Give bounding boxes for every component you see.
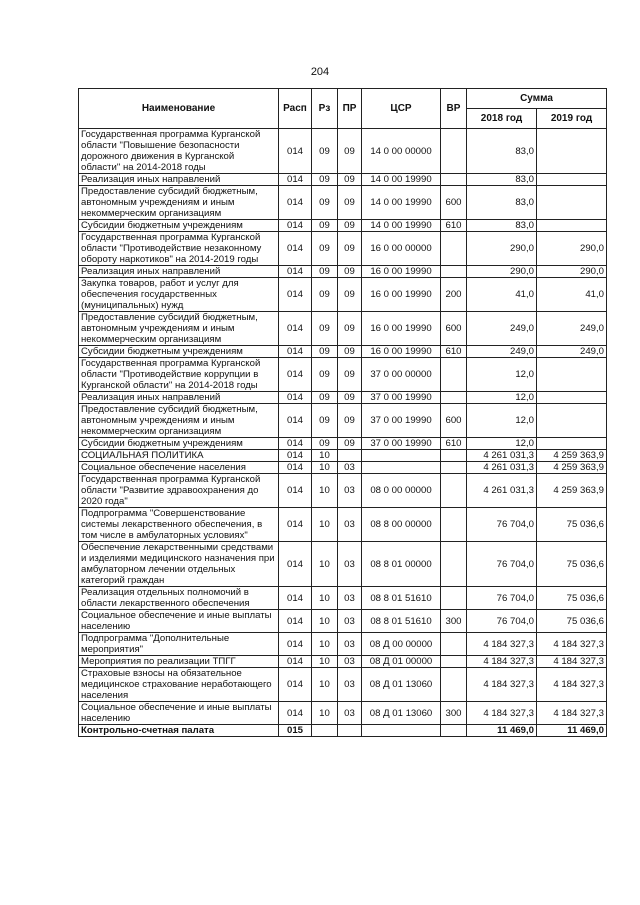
cell-pr: 03 bbox=[338, 508, 362, 542]
cell-y2018: 4 184 327,3 bbox=[467, 668, 537, 702]
cell-rasp: 014 bbox=[279, 462, 312, 474]
cell-y2018: 76 704,0 bbox=[467, 508, 537, 542]
cell-y2019: 11 469,0 bbox=[537, 725, 607, 737]
cell-rasp: 015 bbox=[279, 725, 312, 737]
table-row bbox=[79, 438, 607, 450]
cell-vr bbox=[441, 725, 467, 737]
table-row bbox=[79, 450, 607, 462]
cell-csr: 37 0 00 19990 bbox=[362, 404, 441, 438]
cell-vr bbox=[441, 587, 467, 610]
cell-rz: 09 bbox=[312, 266, 338, 278]
cell-y2019 bbox=[537, 174, 607, 186]
cell-y2018: 76 704,0 bbox=[467, 610, 537, 633]
cell-vr: 610 bbox=[441, 438, 467, 450]
cell-pr: 03 bbox=[338, 656, 362, 668]
table-row bbox=[79, 220, 607, 232]
cell-y2018: 4 184 327,3 bbox=[467, 656, 537, 668]
cell-csr: 37 0 00 00000 bbox=[362, 358, 441, 392]
cell-pr: 09 bbox=[338, 232, 362, 266]
cell-vr bbox=[441, 232, 467, 266]
table-row bbox=[79, 232, 607, 266]
cell-y2019: 41,0 bbox=[537, 278, 607, 312]
cell-rz: 10 bbox=[312, 633, 338, 656]
cell-rz: 10 bbox=[312, 702, 338, 725]
cell-rasp: 014 bbox=[279, 174, 312, 186]
cell-y2019 bbox=[537, 129, 607, 174]
table-row bbox=[79, 174, 607, 186]
cell-name: Закупка товаров, работ и услуг для обеспечения государственных (муниципальных) нужд bbox=[79, 278, 279, 312]
cell-name: Предоставление субсидий бюджетным, автономным учреждениям и иным некоммерческим организациям bbox=[79, 404, 279, 438]
cell-y2018: 11 469,0 bbox=[467, 725, 537, 737]
cell-csr: 08 Д 01 00000 bbox=[362, 656, 441, 668]
cell-name: Реализация иных направлений bbox=[79, 174, 279, 186]
cell-y2018: 76 704,0 bbox=[467, 587, 537, 610]
cell-y2019: 4 184 327,3 bbox=[537, 656, 607, 668]
cell-csr: 08 8 01 51610 bbox=[362, 610, 441, 633]
cell-rz: 09 bbox=[312, 346, 338, 358]
cell-rz: 09 bbox=[312, 232, 338, 266]
cell-y2019 bbox=[537, 358, 607, 392]
cell-vr bbox=[441, 656, 467, 668]
cell-csr: 16 0 00 19990 bbox=[362, 346, 441, 358]
cell-pr: 09 bbox=[338, 220, 362, 232]
cell-rasp: 014 bbox=[279, 129, 312, 174]
header-rasp: Расп bbox=[279, 89, 312, 129]
cell-y2018: 249,0 bbox=[467, 312, 537, 346]
cell-y2018: 41,0 bbox=[467, 278, 537, 312]
cell-y2018: 4 184 327,3 bbox=[467, 702, 537, 725]
cell-y2019 bbox=[537, 220, 607, 232]
cell-pr: 03 bbox=[338, 474, 362, 508]
cell-y2018: 4 261 031,3 bbox=[467, 462, 537, 474]
cell-y2018: 249,0 bbox=[467, 346, 537, 358]
cell-y2019: 4 259 363,9 bbox=[537, 474, 607, 508]
cell-csr bbox=[362, 725, 441, 737]
cell-rz: 10 bbox=[312, 542, 338, 587]
cell-rasp: 014 bbox=[279, 186, 312, 220]
table-row bbox=[79, 266, 607, 278]
header-vr: ВР bbox=[441, 89, 467, 129]
table-row bbox=[79, 358, 607, 392]
header-name: Наименование bbox=[79, 89, 279, 129]
table-row bbox=[79, 587, 607, 610]
cell-y2019: 4 184 327,3 bbox=[537, 668, 607, 702]
cell-name: Подпрограмма "Совершенствование системы лекарственного обеспечения, в том числе в амбулаторных условиях" bbox=[79, 508, 279, 542]
cell-rasp: 014 bbox=[279, 450, 312, 462]
cell-csr: 37 0 00 19990 bbox=[362, 438, 441, 450]
cell-pr: 03 bbox=[338, 462, 362, 474]
cell-rasp: 014 bbox=[279, 278, 312, 312]
cell-name: Социальное обеспечение и иные выплаты населению bbox=[79, 610, 279, 633]
cell-name: Государственная программа Курганской области "Противодействие незаконному обороту наркотиков" на 2014-2019 годы bbox=[79, 232, 279, 266]
cell-rz: 09 bbox=[312, 358, 338, 392]
cell-name: Подпрограмма "Дополнительные мероприятия" bbox=[79, 633, 279, 656]
cell-pr: 09 bbox=[338, 438, 362, 450]
table-row bbox=[79, 610, 607, 633]
cell-vr: 600 bbox=[441, 312, 467, 346]
cell-name: Обеспечение лекарственными средствами и изделиями медицинского назначения при амбулаторном лечении отдельных категорий граждан bbox=[79, 542, 279, 587]
cell-rz: 09 bbox=[312, 404, 338, 438]
cell-csr: 08 Д 00 00000 bbox=[362, 633, 441, 656]
cell-rz: 10 bbox=[312, 508, 338, 542]
table-row bbox=[79, 542, 607, 587]
cell-vr bbox=[441, 450, 467, 462]
cell-y2018: 83,0 bbox=[467, 129, 537, 174]
cell-vr: 200 bbox=[441, 278, 467, 312]
cell-rasp: 014 bbox=[279, 542, 312, 587]
cell-csr: 16 0 00 19990 bbox=[362, 278, 441, 312]
cell-vr bbox=[441, 462, 467, 474]
cell-name: Субсидии бюджетным учреждениям bbox=[79, 438, 279, 450]
cell-rasp: 014 bbox=[279, 668, 312, 702]
cell-pr: 03 bbox=[338, 633, 362, 656]
cell-vr bbox=[441, 358, 467, 392]
cell-csr: 14 0 00 00000 bbox=[362, 129, 441, 174]
cell-rz: 10 bbox=[312, 668, 338, 702]
cell-vr bbox=[441, 392, 467, 404]
cell-name: Контрольно-счетная палата bbox=[79, 725, 279, 737]
cell-rz: 10 bbox=[312, 587, 338, 610]
cell-name: Государственная программа Курганской области "Противодействие коррупции в Курганской области" на 2014-2018 годы bbox=[79, 358, 279, 392]
table-row bbox=[79, 668, 607, 702]
cell-pr: 09 bbox=[338, 312, 362, 346]
cell-y2019: 4 259 363,9 bbox=[537, 450, 607, 462]
cell-name: Государственная программа Курганской области "Повышение безопасности дорожного движения в Курганской области" на 2014-2018 годы bbox=[79, 129, 279, 174]
cell-rasp: 014 bbox=[279, 346, 312, 358]
cell-y2019 bbox=[537, 392, 607, 404]
cell-pr: 09 bbox=[338, 174, 362, 186]
cell-vr bbox=[441, 633, 467, 656]
cell-csr: 08 0 00 00000 bbox=[362, 474, 441, 508]
cell-vr bbox=[441, 508, 467, 542]
table-row bbox=[79, 346, 607, 358]
cell-y2018: 83,0 bbox=[467, 174, 537, 186]
cell-rz bbox=[312, 725, 338, 737]
table-row bbox=[79, 129, 607, 174]
table-row bbox=[79, 656, 607, 668]
cell-pr: 03 bbox=[338, 610, 362, 633]
header-rz: Рз bbox=[312, 89, 338, 129]
cell-name: Реализация отдельных полномочий в области лекарственного обеспечения bbox=[79, 587, 279, 610]
header-2019: 2019 год bbox=[537, 109, 607, 129]
table-row bbox=[79, 278, 607, 312]
cell-vr bbox=[441, 474, 467, 508]
cell-csr: 08 8 01 51610 bbox=[362, 587, 441, 610]
cell-csr: 14 0 00 19990 bbox=[362, 220, 441, 232]
cell-rz: 09 bbox=[312, 392, 338, 404]
cell-y2018: 290,0 bbox=[467, 266, 537, 278]
cell-csr bbox=[362, 450, 441, 462]
cell-rz: 10 bbox=[312, 610, 338, 633]
cell-rasp: 014 bbox=[279, 392, 312, 404]
cell-y2019: 4 184 327,3 bbox=[537, 633, 607, 656]
cell-name: Государственная программа Курганской области "Развитие здравоохранения до 2020 года" bbox=[79, 474, 279, 508]
cell-rz: 09 bbox=[312, 174, 338, 186]
cell-vr bbox=[441, 266, 467, 278]
cell-csr: 08 Д 01 13060 bbox=[362, 702, 441, 725]
cell-pr: 09 bbox=[338, 346, 362, 358]
table-row bbox=[79, 725, 607, 737]
cell-rz: 09 bbox=[312, 129, 338, 174]
cell-rasp: 014 bbox=[279, 232, 312, 266]
cell-y2018: 4 261 031,3 bbox=[467, 474, 537, 508]
cell-pr: 09 bbox=[338, 129, 362, 174]
cell-name: Страховые взносы на обязательное медицинское страхование неработающего населения bbox=[79, 668, 279, 702]
cell-y2018: 12,0 bbox=[467, 392, 537, 404]
cell-pr: 03 bbox=[338, 587, 362, 610]
cell-pr: 09 bbox=[338, 186, 362, 220]
cell-rz: 10 bbox=[312, 656, 338, 668]
cell-y2019: 290,0 bbox=[537, 266, 607, 278]
cell-pr: 09 bbox=[338, 358, 362, 392]
cell-vr: 600 bbox=[441, 186, 467, 220]
cell-csr: 16 0 00 00000 bbox=[362, 232, 441, 266]
cell-rasp: 014 bbox=[279, 358, 312, 392]
cell-rz: 09 bbox=[312, 438, 338, 450]
cell-pr: 09 bbox=[338, 392, 362, 404]
cell-rasp: 014 bbox=[279, 587, 312, 610]
cell-csr: 08 8 01 00000 bbox=[362, 542, 441, 587]
cell-name: Субсидии бюджетным учреждениям bbox=[79, 220, 279, 232]
cell-vr: 600 bbox=[441, 404, 467, 438]
cell-rz: 10 bbox=[312, 474, 338, 508]
header-2018: 2018 год bbox=[467, 109, 537, 129]
cell-vr: 300 bbox=[441, 702, 467, 725]
cell-rasp: 014 bbox=[279, 404, 312, 438]
cell-rasp: 014 bbox=[279, 508, 312, 542]
cell-pr bbox=[338, 450, 362, 462]
table-row bbox=[79, 404, 607, 438]
cell-y2018: 12,0 bbox=[467, 358, 537, 392]
cell-y2019 bbox=[537, 438, 607, 450]
cell-vr: 610 bbox=[441, 346, 467, 358]
cell-rz: 09 bbox=[312, 186, 338, 220]
cell-rasp: 014 bbox=[279, 474, 312, 508]
cell-rz: 10 bbox=[312, 462, 338, 474]
cell-y2018: 83,0 bbox=[467, 220, 537, 232]
cell-name: Социальное обеспечение и иные выплаты населению bbox=[79, 702, 279, 725]
cell-y2018: 76 704,0 bbox=[467, 542, 537, 587]
cell-pr bbox=[338, 725, 362, 737]
cell-vr: 300 bbox=[441, 610, 467, 633]
cell-y2019: 75 036,6 bbox=[537, 542, 607, 587]
cell-y2018: 12,0 bbox=[467, 404, 537, 438]
cell-y2019: 249,0 bbox=[537, 312, 607, 346]
cell-y2019: 75 036,6 bbox=[537, 587, 607, 610]
cell-name: Предоставление субсидий бюджетным, автономным учреждениям и иным некоммерческим организациям bbox=[79, 186, 279, 220]
page-number: 204 bbox=[310, 66, 330, 78]
cell-name: Предоставление субсидий бюджетным, автономным учреждениям и иным некоммерческим организациям bbox=[79, 312, 279, 346]
header-pr: ПР bbox=[338, 89, 362, 129]
cell-pr: 09 bbox=[338, 266, 362, 278]
cell-y2019: 75 036,6 bbox=[537, 508, 607, 542]
table-row bbox=[79, 462, 607, 474]
cell-vr bbox=[441, 174, 467, 186]
cell-csr: 16 0 00 19990 bbox=[362, 312, 441, 346]
cell-rasp: 014 bbox=[279, 220, 312, 232]
cell-y2019: 4 259 363,9 bbox=[537, 462, 607, 474]
cell-rasp: 014 bbox=[279, 610, 312, 633]
cell-vr bbox=[441, 542, 467, 587]
cell-csr: 08 8 00 00000 bbox=[362, 508, 441, 542]
cell-y2018: 4 184 327,3 bbox=[467, 633, 537, 656]
cell-csr: 14 0 00 19990 bbox=[362, 186, 441, 220]
cell-rasp: 014 bbox=[279, 633, 312, 656]
cell-y2018: 83,0 bbox=[467, 186, 537, 220]
cell-y2018: 4 261 031,3 bbox=[467, 450, 537, 462]
budget-table bbox=[78, 88, 607, 737]
cell-rz: 10 bbox=[312, 450, 338, 462]
cell-y2019: 249,0 bbox=[537, 346, 607, 358]
cell-pr: 09 bbox=[338, 278, 362, 312]
cell-pr: 03 bbox=[338, 668, 362, 702]
cell-pr: 03 bbox=[338, 702, 362, 725]
cell-y2019: 4 184 327,3 bbox=[537, 702, 607, 725]
cell-rasp: 014 bbox=[279, 702, 312, 725]
cell-y2019: 290,0 bbox=[537, 232, 607, 266]
cell-y2019 bbox=[537, 404, 607, 438]
cell-rasp: 014 bbox=[279, 312, 312, 346]
cell-y2019 bbox=[537, 186, 607, 220]
table-row bbox=[79, 474, 607, 508]
cell-vr bbox=[441, 129, 467, 174]
cell-rasp: 014 bbox=[279, 266, 312, 278]
cell-name: Социальное обеспечение населения bbox=[79, 462, 279, 474]
cell-csr: 08 Д 01 13060 bbox=[362, 668, 441, 702]
table-row bbox=[79, 186, 607, 220]
table-row bbox=[79, 508, 607, 542]
cell-rasp: 014 bbox=[279, 438, 312, 450]
table-body bbox=[79, 129, 607, 737]
table-row bbox=[79, 392, 607, 404]
cell-name: Субсидии бюджетным учреждениям bbox=[79, 346, 279, 358]
header-sum: Сумма bbox=[467, 89, 607, 109]
cell-y2018: 12,0 bbox=[467, 438, 537, 450]
cell-vr bbox=[441, 668, 467, 702]
cell-name: Реализация иных направлений bbox=[79, 266, 279, 278]
cell-pr: 09 bbox=[338, 404, 362, 438]
cell-rasp: 014 bbox=[279, 656, 312, 668]
table-row bbox=[79, 633, 607, 656]
cell-rz: 09 bbox=[312, 220, 338, 232]
header-csr: ЦСР bbox=[362, 89, 441, 129]
cell-csr: 37 0 00 19990 bbox=[362, 392, 441, 404]
table-row bbox=[79, 702, 607, 725]
cell-name: Реализация иных направлений bbox=[79, 392, 279, 404]
cell-csr bbox=[362, 462, 441, 474]
cell-csr: 16 0 00 19990 bbox=[362, 266, 441, 278]
cell-rz: 09 bbox=[312, 312, 338, 346]
cell-pr: 03 bbox=[338, 542, 362, 587]
cell-vr: 610 bbox=[441, 220, 467, 232]
table-row bbox=[79, 312, 607, 346]
cell-y2018: 290,0 bbox=[467, 232, 537, 266]
cell-name: СОЦИАЛЬНАЯ ПОЛИТИКА bbox=[79, 450, 279, 462]
cell-rz: 09 bbox=[312, 278, 338, 312]
cell-y2019: 75 036,6 bbox=[537, 610, 607, 633]
cell-csr: 14 0 00 19990 bbox=[362, 174, 441, 186]
cell-name: Мероприятия по реализации ТПГГ bbox=[79, 656, 279, 668]
